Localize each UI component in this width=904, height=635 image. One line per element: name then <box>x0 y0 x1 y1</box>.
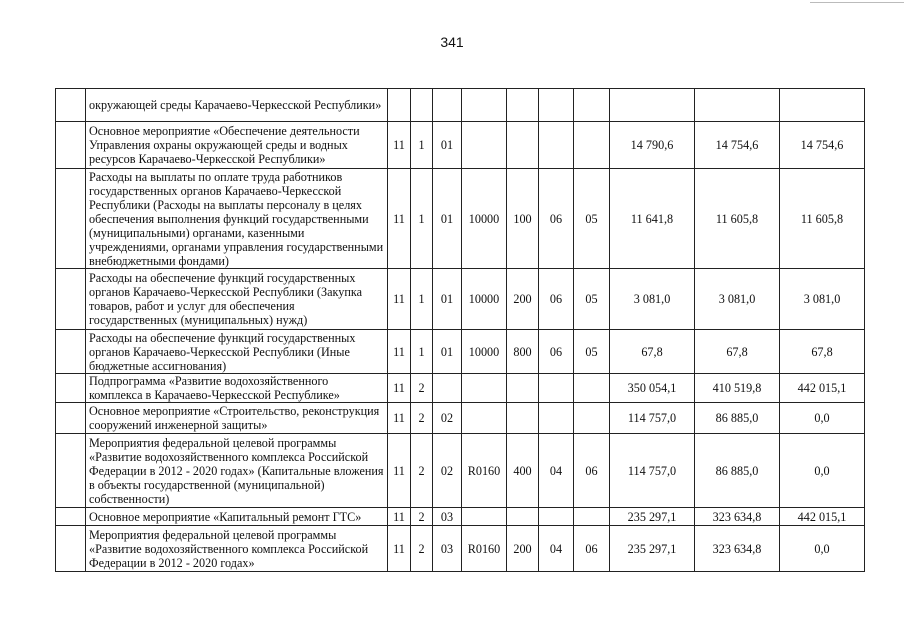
amount-year-2: 323 634,8 <box>695 526 780 572</box>
code-section <box>539 508 574 526</box>
code-direction: 10000 <box>462 330 507 374</box>
code-program: 11 <box>388 374 411 403</box>
code-activity: 03 <box>433 526 462 572</box>
code-direction: R0160 <box>462 526 507 572</box>
amount-year-2: 86 885,0 <box>695 403 780 434</box>
table-row <box>56 330 865 374</box>
code-subprogram: 2 <box>411 526 433 572</box>
row-marker-cell <box>56 122 86 169</box>
code-subsection <box>574 403 610 434</box>
row-marker-cell <box>56 508 86 526</box>
code-expense-type <box>507 374 539 403</box>
amount-year-2: 323 634,8 <box>695 508 780 526</box>
code-program <box>388 89 411 122</box>
amount-year-1 <box>610 89 695 122</box>
code-section <box>539 122 574 169</box>
code-expense-type <box>507 403 539 434</box>
code-activity: 01 <box>433 169 462 269</box>
row-marker-cell <box>56 403 86 434</box>
code-section: 06 <box>539 330 574 374</box>
code-subsection: 06 <box>574 434 610 508</box>
code-subsection: 05 <box>574 169 610 269</box>
code-expense-type <box>507 89 539 122</box>
amount-year-3: 67,8 <box>780 330 865 374</box>
code-program: 11 <box>388 122 411 169</box>
code-program: 11 <box>388 434 411 508</box>
table-row <box>56 526 865 572</box>
code-activity <box>433 374 462 403</box>
code-direction: 10000 <box>462 169 507 269</box>
code-subsection <box>574 374 610 403</box>
code-expense-type <box>507 508 539 526</box>
code-program: 11 <box>388 269 411 330</box>
row-description: окружающей среды Карачаево-Черкесской Республики» <box>86 89 388 122</box>
code-program: 11 <box>388 330 411 374</box>
budget-table <box>55 88 865 572</box>
code-program: 11 <box>388 403 411 434</box>
amount-year-1: 14 790,6 <box>610 122 695 169</box>
amount-year-1: 3 081,0 <box>610 269 695 330</box>
code-expense-type: 400 <box>507 434 539 508</box>
code-direction: 10000 <box>462 269 507 330</box>
amount-year-3: 442 015,1 <box>780 508 865 526</box>
code-direction <box>462 403 507 434</box>
table-row <box>56 169 865 269</box>
amount-year-1: 114 757,0 <box>610 403 695 434</box>
row-marker-cell <box>56 374 86 403</box>
code-program: 11 <box>388 169 411 269</box>
row-description: Расходы на выплаты по оплате труда работников государственных органов Карачаево-Черкесской Республики (Расходы на выплаты персоналу в целях обеспечения выполнения функций государственными (муниципальными) органами, казенными учреждениями, органами управления государственными внебюджетными фондами) <box>86 169 388 269</box>
code-direction: R0160 <box>462 434 507 508</box>
code-expense-type: 200 <box>507 526 539 572</box>
code-subprogram: 2 <box>411 434 433 508</box>
code-activity: 02 <box>433 434 462 508</box>
table-row <box>56 122 865 169</box>
code-subprogram: 1 <box>411 122 433 169</box>
amount-year-3: 3 081,0 <box>780 269 865 330</box>
row-description: Основное мероприятие «Капитальный ремонт ГТС» <box>86 508 388 526</box>
code-activity <box>433 89 462 122</box>
amount-year-2 <box>695 89 780 122</box>
code-section: 04 <box>539 434 574 508</box>
code-subsection: 06 <box>574 526 610 572</box>
row-marker-cell <box>56 526 86 572</box>
code-expense-type: 100 <box>507 169 539 269</box>
amount-year-3: 0,0 <box>780 403 865 434</box>
amount-year-3: 0,0 <box>780 434 865 508</box>
code-subsection: 05 <box>574 330 610 374</box>
code-expense-type: 200 <box>507 269 539 330</box>
amount-year-3: 0,0 <box>780 526 865 572</box>
code-direction <box>462 374 507 403</box>
code-activity: 01 <box>433 269 462 330</box>
amount-year-3: 11 605,8 <box>780 169 865 269</box>
code-section: 04 <box>539 526 574 572</box>
amount-year-2: 86 885,0 <box>695 434 780 508</box>
amount-year-2: 14 754,6 <box>695 122 780 169</box>
amount-year-2: 67,8 <box>695 330 780 374</box>
code-subprogram: 1 <box>411 330 433 374</box>
amount-year-1: 67,8 <box>610 330 695 374</box>
row-marker-cell <box>56 434 86 508</box>
amount-year-2: 11 605,8 <box>695 169 780 269</box>
corner-mark <box>810 2 904 3</box>
page-number: 341 <box>440 34 464 50</box>
row-marker-cell <box>56 89 86 122</box>
table-row <box>56 508 865 526</box>
amount-year-3: 14 754,6 <box>780 122 865 169</box>
code-program: 11 <box>388 526 411 572</box>
code-activity: 02 <box>433 403 462 434</box>
amount-year-3: 442 015,1 <box>780 374 865 403</box>
code-program: 11 <box>388 508 411 526</box>
code-subsection <box>574 508 610 526</box>
amount-year-1: 350 054,1 <box>610 374 695 403</box>
code-subprogram: 2 <box>411 403 433 434</box>
row-marker-cell <box>56 330 86 374</box>
table-row <box>56 269 865 330</box>
amount-year-2: 410 519,8 <box>695 374 780 403</box>
amount-year-3 <box>780 89 865 122</box>
code-activity: 01 <box>433 330 462 374</box>
code-expense-type <box>507 122 539 169</box>
row-marker-cell <box>56 269 86 330</box>
row-marker-cell <box>56 169 86 269</box>
code-expense-type: 800 <box>507 330 539 374</box>
row-description: Подпрограмма «Развитие водохозяйственного комплекса в Карачаево-Черкесской Республике» <box>86 374 388 403</box>
table-row <box>56 89 865 122</box>
code-activity: 03 <box>433 508 462 526</box>
table-row <box>56 434 865 508</box>
code-section: 06 <box>539 169 574 269</box>
amount-year-1: 11 641,8 <box>610 169 695 269</box>
row-description: Основное мероприятие «Строительство, реконструкция сооружений инженерной защиты» <box>86 403 388 434</box>
table-row <box>56 403 865 434</box>
code-subprogram: 1 <box>411 169 433 269</box>
table-row <box>56 374 865 403</box>
row-description: Мероприятия федеральной целевой программы «Развитие водохозяйственного комплекса Российской Федерации в 2012 - 2020 годах» <box>86 526 388 572</box>
code-direction <box>462 89 507 122</box>
code-direction <box>462 122 507 169</box>
row-description: Расходы на обеспечение функций государственных органов Карачаево-Черкесской Республики (Иные бюджетные ассигнования) <box>86 330 388 374</box>
row-description: Мероприятия федеральной целевой программы «Развитие водохозяйственного комплекса Российской Федерации в 2012 - 2020 годах» (Капитальные вложения в объекты государственной (муниципальной) собственности) <box>86 434 388 508</box>
code-section <box>539 374 574 403</box>
code-activity: 01 <box>433 122 462 169</box>
code-section: 06 <box>539 269 574 330</box>
row-description: Расходы на обеспечение функций государственных органов Карачаево-Черкесской Республики (Закупка товаров, работ и услуг для обеспечения государственных (муниципальных) нужд) <box>86 269 388 330</box>
code-subsection: 05 <box>574 269 610 330</box>
amount-year-1: 235 297,1 <box>610 526 695 572</box>
code-subprogram: 2 <box>411 374 433 403</box>
amount-year-2: 3 081,0 <box>695 269 780 330</box>
code-subsection <box>574 89 610 122</box>
amount-year-1: 114 757,0 <box>610 434 695 508</box>
code-direction <box>462 508 507 526</box>
code-subprogram <box>411 89 433 122</box>
amount-year-1: 235 297,1 <box>610 508 695 526</box>
code-section <box>539 89 574 122</box>
code-subprogram: 1 <box>411 269 433 330</box>
row-description: Основное мероприятие «Обеспечение деятельности Управления охраны окружающей среды и водных ресурсов Карачаево-Черкесской Республики» <box>86 122 388 169</box>
code-subsection <box>574 122 610 169</box>
code-section <box>539 403 574 434</box>
code-subprogram: 2 <box>411 508 433 526</box>
